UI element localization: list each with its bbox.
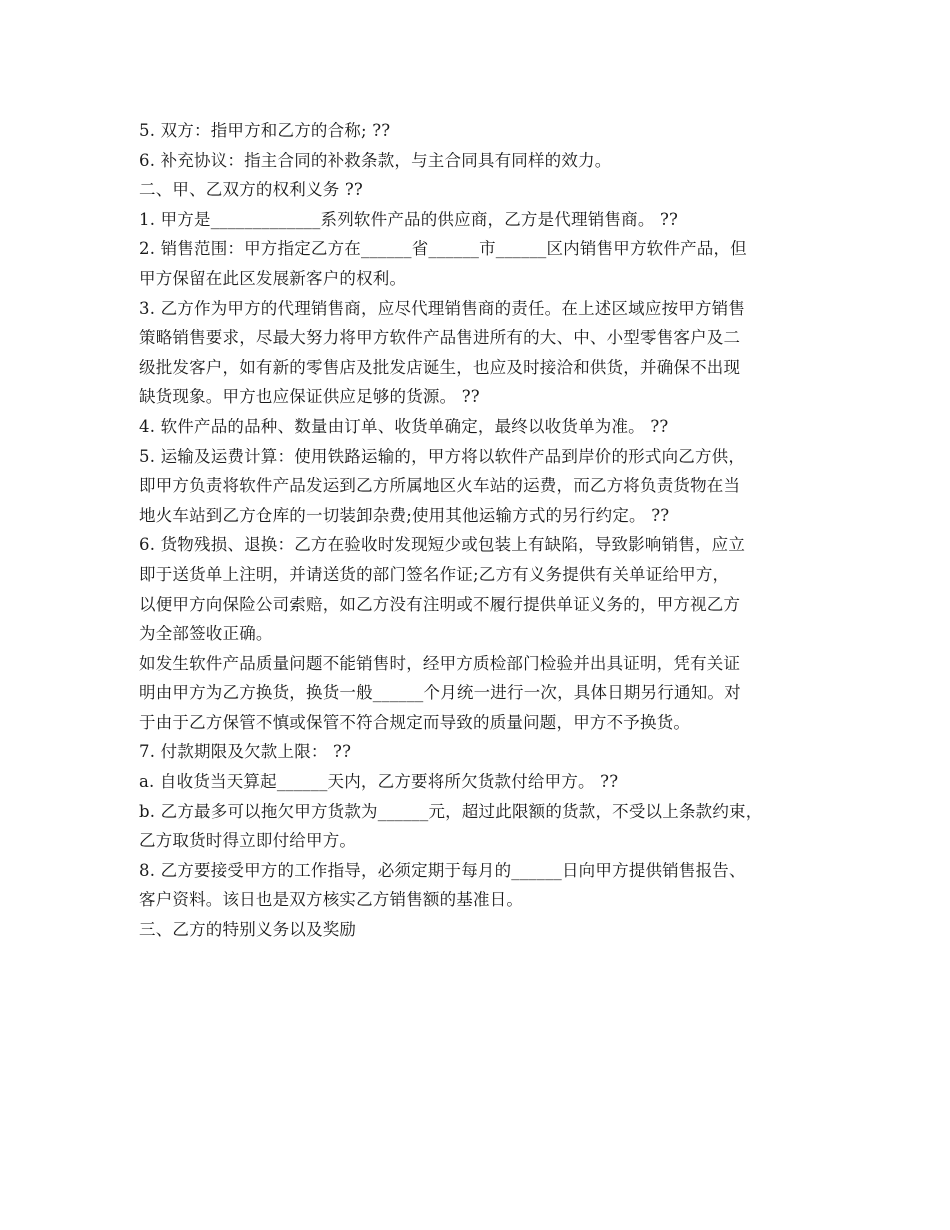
text-line: 2. 销售范围：甲方指定乙方在______省______市______区内销售甲方软件产品，但 bbox=[139, 239, 747, 259]
text-line: 地火车站到乙方仓库的一切装卸杂费;使用其他运输方式的另行约定。 ?? bbox=[139, 505, 670, 525]
text-line: 策略销售要求，尽最大努力将甲方软件产品售进所有的大、中、小型零售客户及二 bbox=[139, 328, 741, 348]
text-line: b. 乙方最多可以拖欠甲方货款为______元，超过此限额的货款，不受以上条款约束， bbox=[139, 801, 763, 821]
text-line: 8. 乙方要接受甲方的工作指导，必须定期于每月的______日向甲方提供销售报告、 bbox=[139, 860, 746, 880]
text-line: 5. 运输及运费计算：使用铁路运输的，甲方将以软件产品到岸价的形式向乙方供， bbox=[139, 446, 746, 466]
text-line: 甲方保留在此区发展新客户的权利。 bbox=[139, 268, 407, 288]
section-heading: 三、乙方的特别义务以及奖励 bbox=[139, 920, 357, 940]
text-line: 3. 乙方作为甲方的代理销售商，应尽代理销售商的责任。在上述区域应按甲方销售 bbox=[139, 298, 746, 318]
text-line: 缺货现象。甲方也应保证供应足够的货源。 ?? bbox=[139, 387, 480, 407]
text-line: 7. 付款期限及欠款上限： ?? bbox=[139, 742, 352, 762]
text-line: 6. 补充协议：指主合同的补救条款，与主合同具有同样的效力。 bbox=[139, 150, 612, 170]
text-line: 6. 货物残损、退换：乙方在验收时发现短少或包装上有缺陷，导致影响销售，应立 bbox=[139, 535, 746, 555]
text-line: 级批发客户，如有新的零售店及批发店诞生，也应及时接洽和供货，并确保不出现 bbox=[139, 357, 741, 377]
text-line: a. 自收货当天算起______天内，乙方要将所欠货款付给甲方。 ?? bbox=[139, 772, 619, 792]
text-line: 4. 软件产品的品种、数量由订单、收货单确定，最终以收货单为准。 ?? bbox=[139, 416, 669, 436]
text-line: 乙方取货时得立即付给甲方。 bbox=[139, 831, 357, 851]
text-line: 客户资料。该日也是双方核实乙方销售额的基准日。 bbox=[139, 890, 524, 910]
text-line: 如发生软件产品质量问题不能销售时，经甲方质检部门检验并出具证明，凭有关证 bbox=[139, 653, 741, 673]
document-body bbox=[139, 116, 819, 945]
text-line: 为全部签收正确。 bbox=[139, 624, 273, 644]
text-line: 以便甲方向保险公司索赔，如乙方没有注明或不履行提供单证义务的，甲方视乙方 bbox=[139, 594, 741, 614]
text-line: 1. 甲方是_____________系列软件产品的供应商，乙方是代理销售商。 ?? bbox=[139, 209, 679, 229]
text-line: 5. 双方：指甲方和乙方的合称; ?? bbox=[139, 121, 391, 140]
text-line: 即于送货单上注明，并请送货的部门签名作证;乙方有义务提供有关单证给甲方， bbox=[139, 564, 730, 584]
text-line: 于由于乙方保管不慎或保管不符合规定而导致的质量问题，甲方不予换货。 bbox=[139, 712, 691, 732]
text-line: 即甲方负责将软件产品发运到乙方所属地区火车站的运费，而乙方将负责货物在当 bbox=[139, 476, 741, 496]
section-heading: 二、甲、乙双方的权利义务 ?? bbox=[139, 180, 363, 200]
text-line: 明由甲方为乙方换货，换货一般______个月统一进行一次，具体日期另行通知。对 bbox=[139, 683, 741, 703]
